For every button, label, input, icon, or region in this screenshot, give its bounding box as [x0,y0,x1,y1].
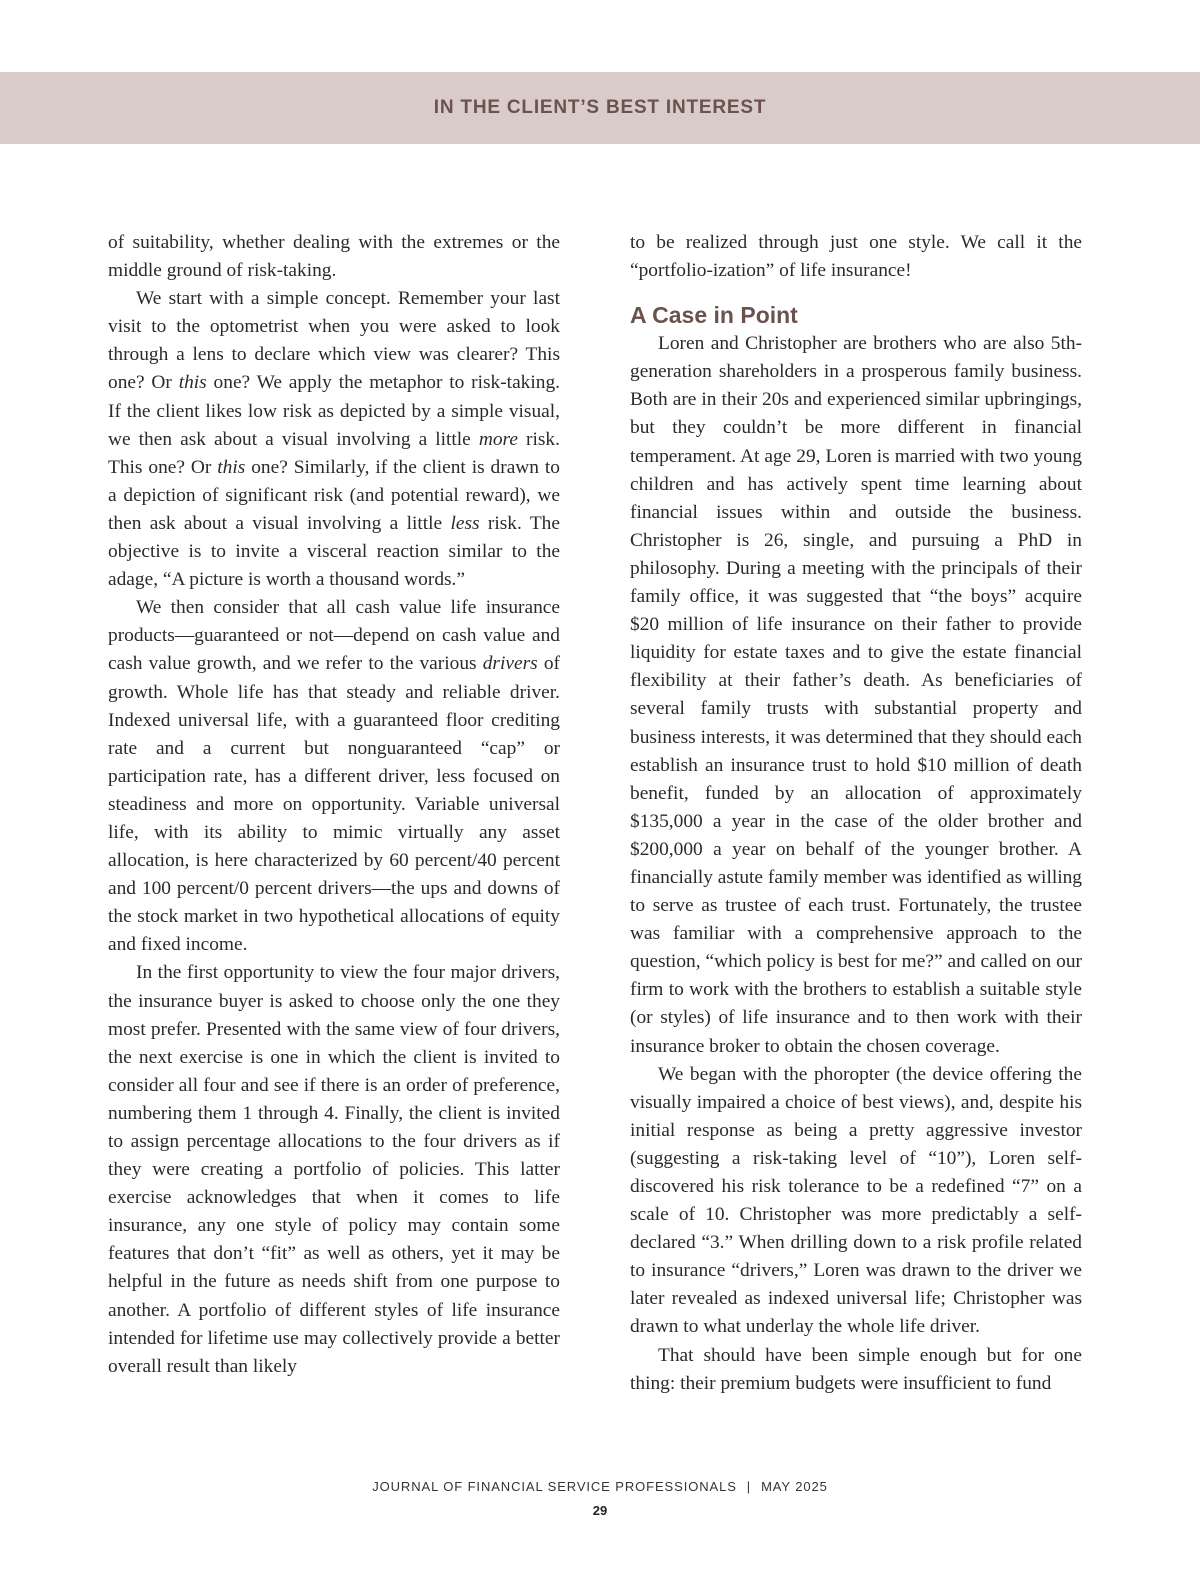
left-column [108,229,560,1381]
left-paragraph-3 [108,594,560,959]
right-paragraph-4: That should have been simple enough but for one thing: their premium budgets were insufficient to fund [630,1344,1082,1394]
footer-journal-line [0,1479,1200,1494]
text-run: risk. The objective is to invite a visceral reaction similar to the adage, “A picture is worth a thousand words.” [108,512,560,591]
right-paragraph-1: to be realized through just one style. We call it the “portfolio-ization” of life insurance! [630,232,1082,282]
right-column [630,229,1082,1398]
left-paragraph-1: of suitability, whether dealing with the extremes or the middle ground of risk-taking. [108,232,560,282]
emphasis: less [450,512,480,534]
text-run: of growth. Whole life has that steady and reliable driver. Indexed universal life, with a guaranteed floor crediting rate and a current but nonguaranteed “cap” or participation rate, has a different driver, less focused on steadiness and more on opportunity. Variable universal life, with its ability to mimic virtually any asset allocation, is here characterized by 60 percent/40 percent and 100 percent/0 percent drivers—the ups and downs of the stock market in two hypothetical allocations of equity and fixed income. [108,653,560,956]
text-run: We then consider that all cash value life insurance products—guaranteed or not—depend on cash value and cash value growth, and we refer to the various [108,597,560,675]
right-paragraph-3: We began with the phoropter (the device offering the visually impaired a choice of best views), and, despite his initial response as being a pretty aggressive investor (suggesting a risk-taking level of “10”), Loren self-discovered his risk tolerance to be a redefined “7” on a scale of 10. Christopher was more predictably a self-declared “3.” When drilling down to a risk profile related to insurance “drivers,” Loren was drawn to the driver we later revealed as indexed universal life; Christopher was drawn to what underlay the whole life driver. [630,1063,1082,1338]
footer-separator: | [746,1479,752,1494]
issue-date: MAY 2025 [761,1479,828,1494]
right-paragraph-2: Loren and Christopher are brothers who are also 5th-generation shareholders in a prosperous family business. Both are in their 20s and experienced similar upbringings, but they couldn’t be more different in financial temperament. At age 29, Loren is married with two young children and has actively spent time learning about financial issues within and outside the business. Christopher is 26, single, and pursuing a PhD in philosophy. During a meeting with the principals of their family office, it was suggested that “the boys” acquire $20 million of life insurance on their father to provide liquidity for estate taxes and to give the estate financial flexibility at their father’s death. As beneficiaries of several family trusts with substantial property and business interests, it was determined that they should each establish an insurance trust to hold $10 million of death benefit, funded by an allocation of approximately $135,000 a year in the case of the older brother and $200,000 a year on behalf of the younger brother. A financially astute family member was identified as willing to serve as trustee of each trust. Fortunately, the trustee was familiar with a comprehensive approach to the question, “which policy is best for me?” and called on our firm to work with the brothers to establish a suitable style (or styles) of life insurance and to then work with their insurance broker to obtain the chosen coverage. [630,333,1082,1057]
page-number: 29 [592,1503,608,1518]
text-run: We start with a simple concept. Remember your last visit to the optometrist when you were asked to look through a lens to declare which view was clearer? This one? Or [108,288,560,394]
emphasis: drivers [482,653,538,675]
section-heading: A Case in Point [630,302,798,329]
emphasis: this [217,456,246,478]
emphasis: more [478,428,518,450]
running-header-band [0,72,1200,144]
left-paragraph-4: In the first opportunity to view the four major drivers, the insurance buyer is asked to choose only the one they most prefer. Presented with the same view of four drivers, the next exercise is one in which the client is invited to consider all four and see if there is an order of preference, numbering them 1 through 4. Finally, the client is invited to assign percentage allocations to the four drivers as if they were creating a portfolio of policies. This latter exercise acknowledges that when it comes to life insurance, any one style of policy may contain some features that don’t “fit” as well as others, yet it may be helpful in the future as needs shift from one purpose to another. A portfolio of different styles of life insurance intended for lifetime use may collectively provide a better overall result than likely [108,962,560,1377]
running-header-title: IN THE CLIENT’S BEST INTEREST [433,97,767,118]
emphasis: this [178,372,207,394]
text-run: one? We apply the metaphor to risk-taking. If the client likes low risk as depicted by a simple visual, we then ask about a visual involving a little [108,372,560,450]
text-run: one? Similarly, if the client is drawn to a depiction of significant risk (and potential reward), we then ask about a visual involving a little [108,456,560,534]
left-paragraph-2 [108,285,560,594]
text-run: risk. This one? Or [108,428,560,478]
journal-name: JOURNAL OF FINANCIAL SERVICE PROFESSIONALS [372,1479,737,1494]
